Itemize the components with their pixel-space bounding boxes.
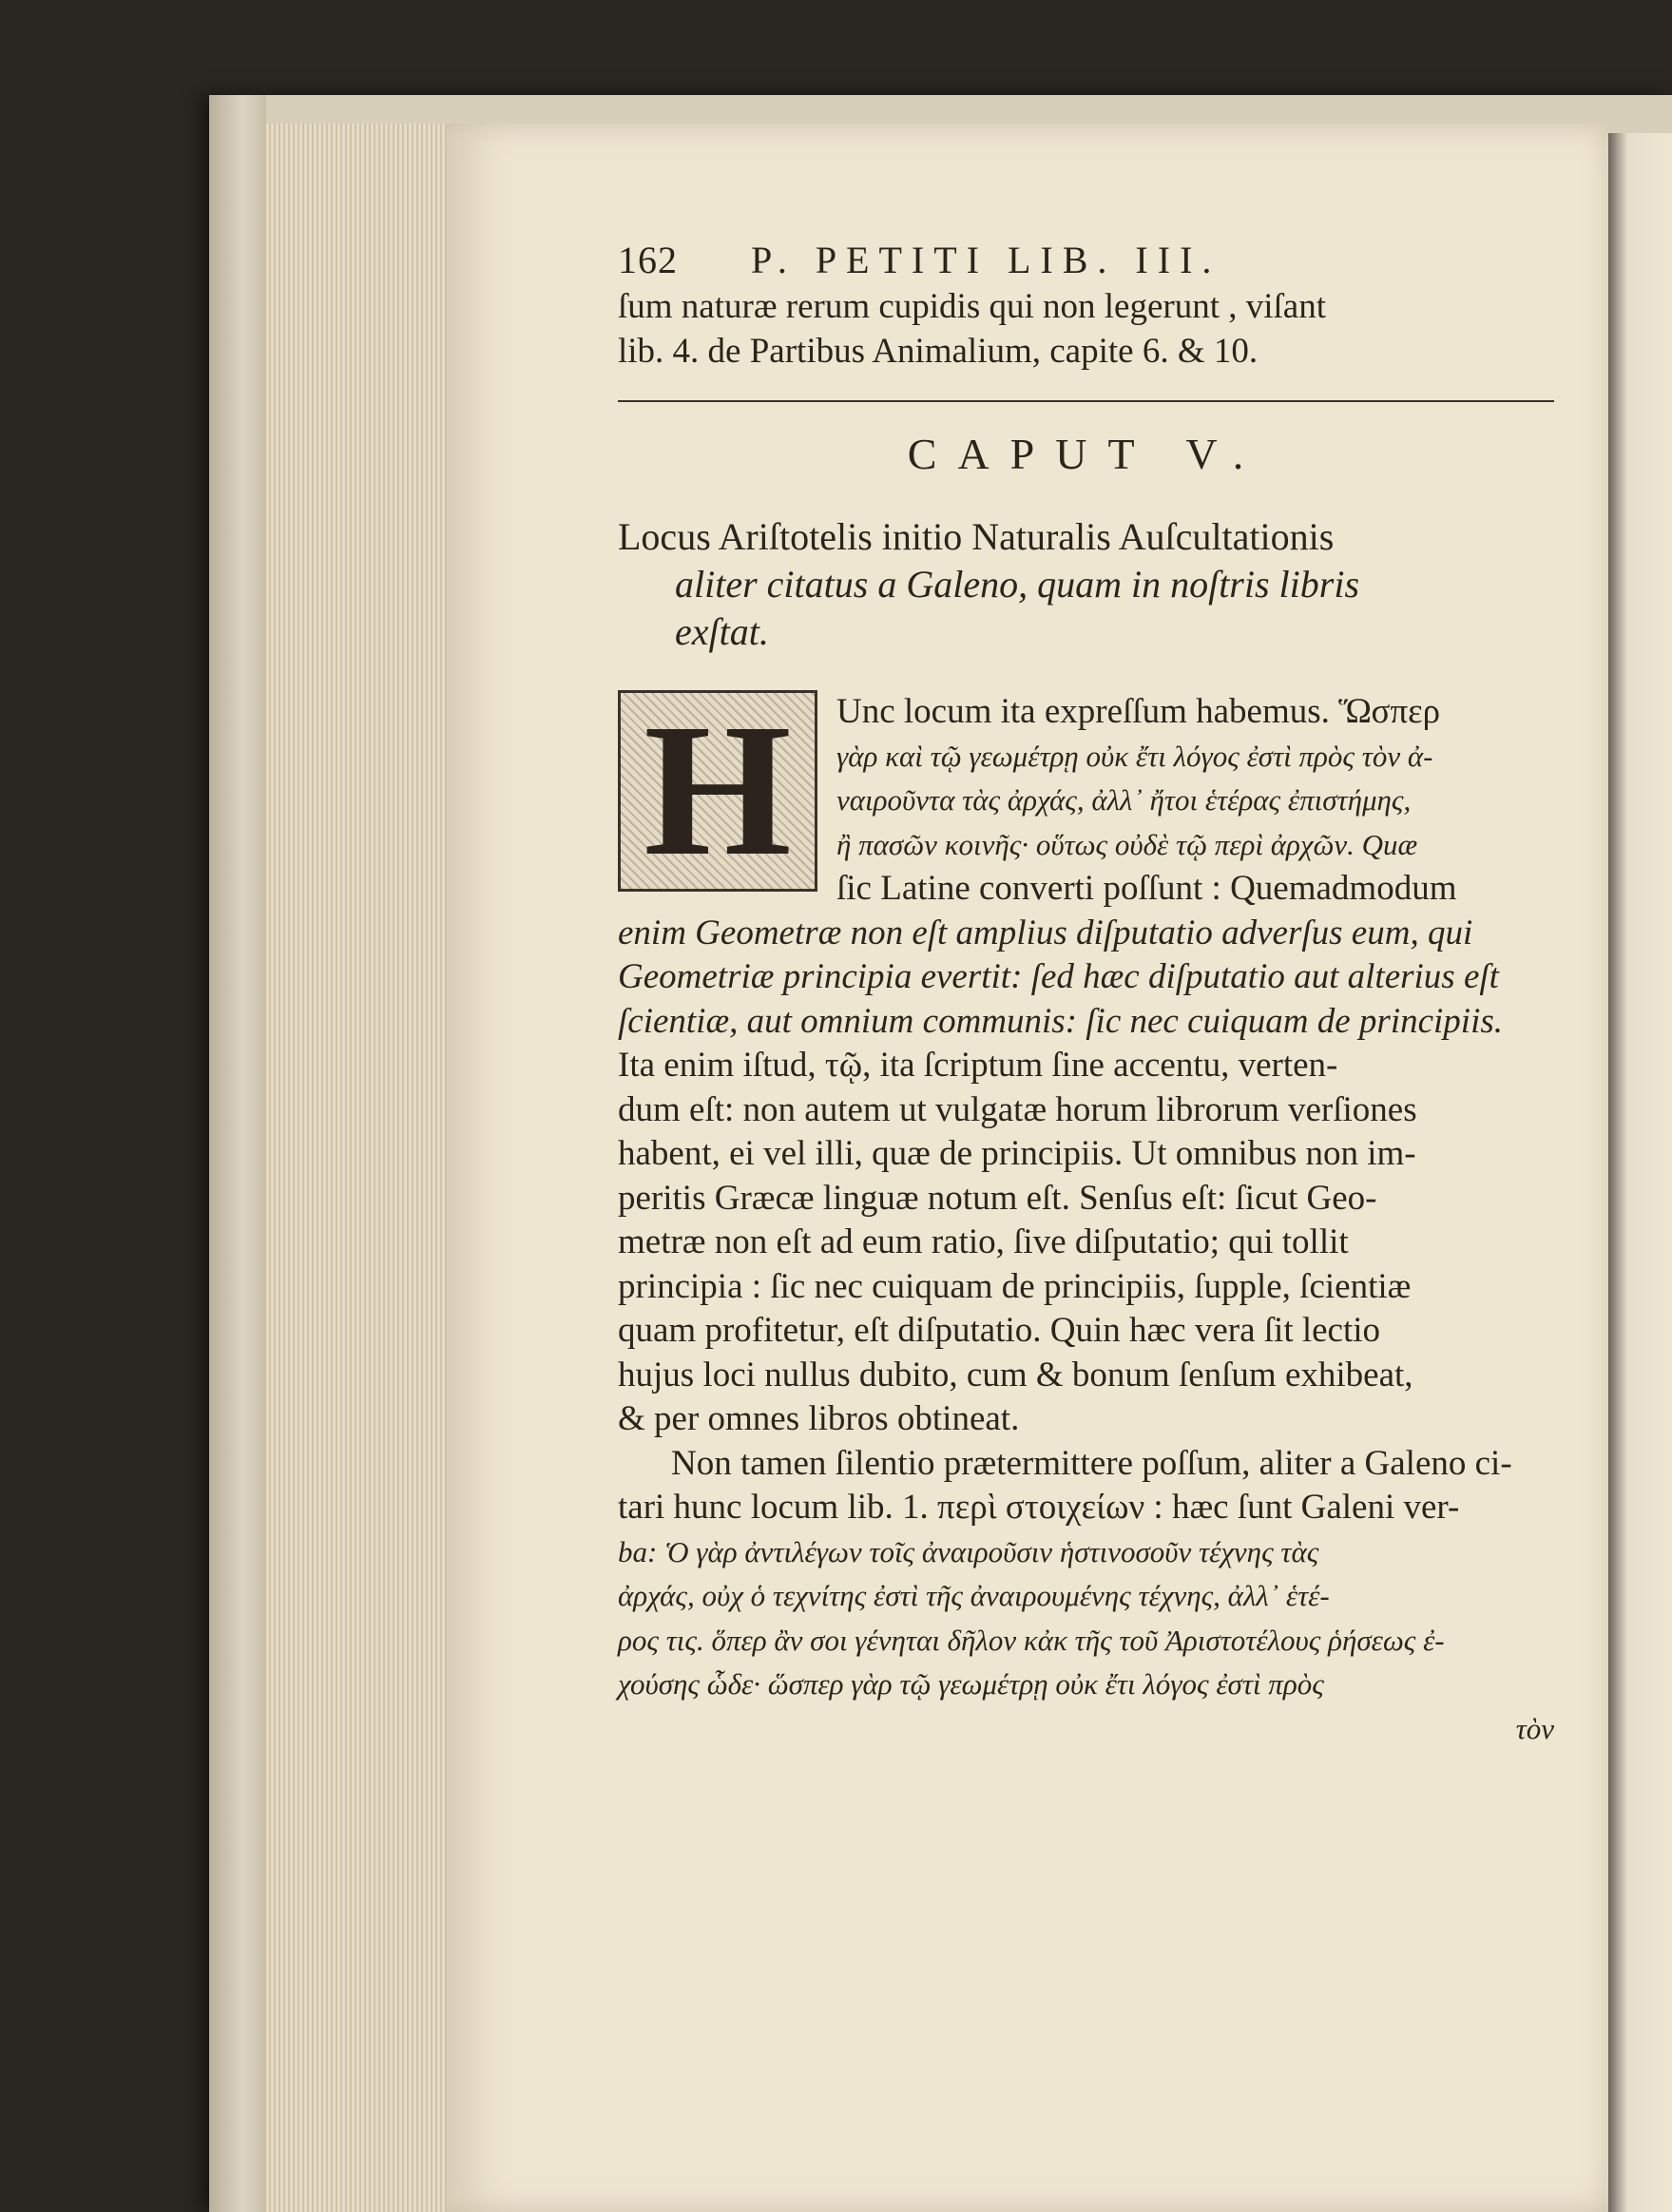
greek-line: γὰρ καὶ τῷ γεωμέτρῃ οὐκ ἔτι λόγος ἐστὶ πρὸς τὸν ἀ- xyxy=(836,739,1433,773)
adjacent-page-edge xyxy=(1608,133,1672,2212)
running-head xyxy=(618,238,1554,285)
text-line: dum eſt: non autem ut vulgatæ horum librorum verſiones xyxy=(618,1089,1417,1129)
page-number: 162 xyxy=(618,239,678,281)
greek-line: ρος τις. ὅπερ ἂν σοι γένηται δῆλον κἀκ τῆς τοῦ Ἀριστοτέλους ῥήσεως ἐ- xyxy=(618,1623,1445,1657)
running-title: P. PETITI LIB. III. xyxy=(751,239,1221,281)
text-line: Non tamen ſilentio prætermittere poſſum, aliter a Galeno ci- xyxy=(671,1443,1512,1483)
decorated-initial xyxy=(618,685,817,895)
text-line: quam profitetur, eſt diſputatio. Quin hæc vera ſit lectio xyxy=(618,1311,1381,1350)
heading-line: aliter citatus a Galeno, quam in noſtris libris xyxy=(675,563,1360,606)
greek-line: ba: Ὁ γὰρ ἀντιλέγων τοῖς ἀναιροῦσιν ἡστινοσοῦν τέχνης τὰς xyxy=(618,1534,1319,1568)
text-line: ſum naturæ rerum cupidis qui non legerunt , viſant xyxy=(618,287,1327,326)
heading-line: Locus Ariſtotelis initio Naturalis Auſcultationis xyxy=(618,515,1335,558)
text-line: tari hunc locum lib. 1. περὶ στοιχείων : hæc ſunt Galeni ver- xyxy=(618,1488,1460,1527)
greek-line: ναιροῦντα τὰς ἀρχάς, ἀλλ᾽ ἤτοι ἑτέρας ἐπιστήμης, xyxy=(836,783,1412,817)
text-line: Ita enim iſtud, τῷ, ita ſcriptum ſine accentu, verten- xyxy=(618,1046,1338,1085)
text-line: principia : ſic nec cuiquam de principiis, ſupple, ſcientiæ xyxy=(618,1266,1412,1306)
text-line: hujus loci nullus dubito, cum & bonum ſenſum exhibeat, xyxy=(618,1355,1413,1395)
body-text xyxy=(618,685,1554,1751)
page-content xyxy=(618,238,1554,1751)
text-line: metræ non eſt ad eum ratio, ſive diſputatio; qui tollit xyxy=(618,1222,1349,1261)
book-page xyxy=(447,124,1608,2212)
text-line: ſcientiæ, aut omnium communis: ſic nec cuiquam de principiis. xyxy=(618,1001,1504,1041)
catchword: τὸν xyxy=(1515,1711,1554,1745)
heading-line: exſtat. xyxy=(675,610,769,653)
greek-line: χούσης ὧδε· ὥσπερ γὰρ τῷ γεωμέτρῃ οὐκ ἔτι λόγος ἐστὶ πρὸς xyxy=(618,1667,1324,1701)
text-line: lib. 4. de Partibus Animalium, capite 6. & 10. xyxy=(618,331,1259,371)
text-line: Geometriæ principia evertit: ſed hæc diſputatio aut alterius eſt xyxy=(618,957,1499,996)
chapter-heading xyxy=(618,513,1554,656)
text-line: ſic Latine converti poſſunt : Quemadmodum xyxy=(836,869,1457,908)
page-edges xyxy=(266,124,447,2212)
greek-line: ἢ πασῶν κοινῆς· οὕτως οὐδὲ τῷ περὶ ἀρχῶν. Quæ xyxy=(836,827,1418,861)
initial-letter: H xyxy=(644,685,792,895)
section-rule xyxy=(618,400,1554,402)
chapter-title: CAPUT V. xyxy=(907,430,1265,478)
cover-edge xyxy=(209,95,266,2212)
text-line: peritis Græcæ linguæ notum eſt. Senſus eſt: ſicut Geo- xyxy=(618,1178,1377,1218)
text-line: & per omnes libros obtineat. xyxy=(618,1399,1020,1438)
text-line: Unc locum ita expreſſum habemus. Ὥσπερ xyxy=(836,692,1441,731)
text-line: habent, ei vel illi, quæ de principiis. Ut omnibus non im- xyxy=(618,1134,1416,1173)
greek-line: ἀρχάς, οὐχ ὁ τεχνίτης ἐστὶ τῆς ἀναιρουμένης τέχνης, ἀλλ᾽ ἑτέ- xyxy=(618,1579,1330,1612)
text-line: enim Geometræ non eſt amplius diſputatio adverſus eum, qui xyxy=(618,913,1473,952)
